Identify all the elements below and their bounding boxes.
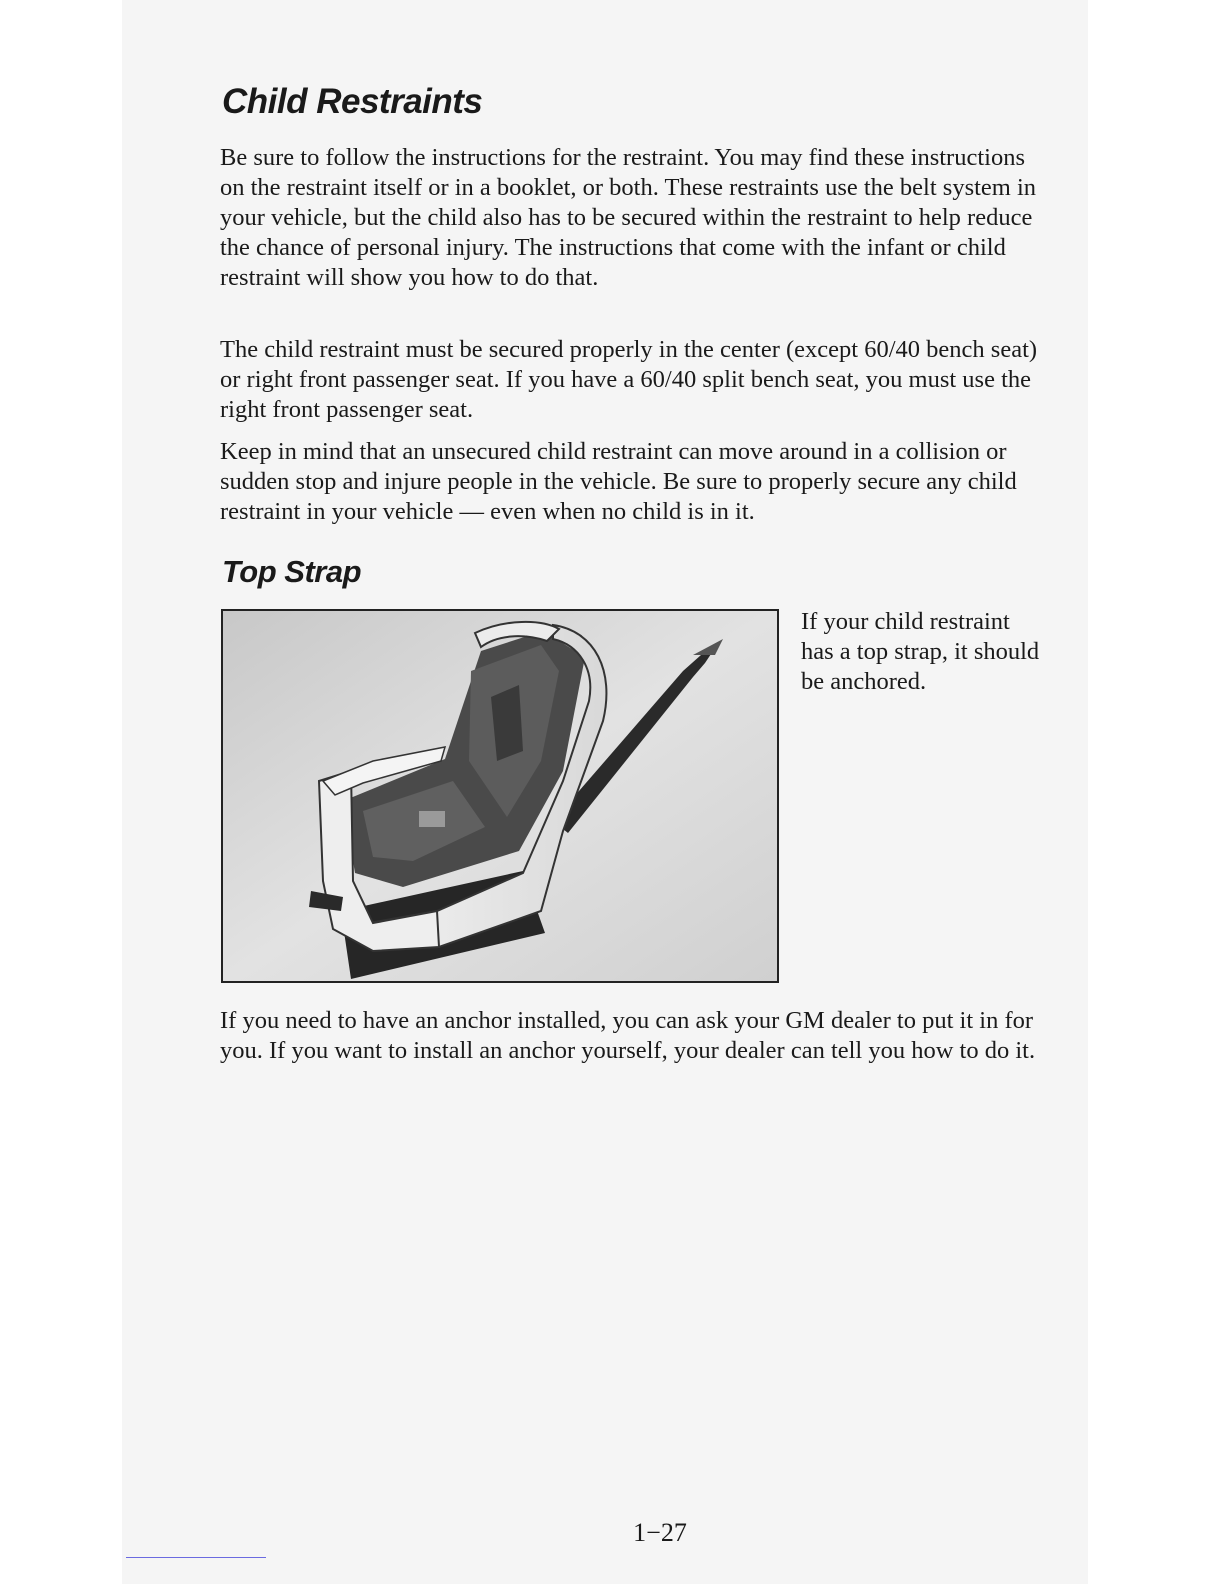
section-title: Child Restraints [222,82,483,121]
paragraph-anchor-install: If you need to have an anchor installed, you can ask your GM dealer to put it in for you. If you want to install an anchor yourself, your dealer can tell you how to do it. [220,1007,1036,1064]
figure-caption: If your child restraint has a top strap, it should be anchored. [801,608,1040,695]
child-seat-icon [223,611,777,981]
child-seat-illustration [221,609,779,983]
subsection-title: Top Strap [222,554,362,589]
page-number: 1−27 [633,1518,687,1547]
paragraph-unsecured-warning: Keep in mind that an unsecured child restraint can move around in a collision or sudden stop and injure people in the vehicle. Be sure to properly secure any child restraint in your vehicle — even when no child is in it. [220,438,1017,525]
paragraph-seat-position: The child restraint must be secured properly in the center (except 60/40 bench seat) or right front passenger seat. If you have a 60/40 split bench seat, you must use the right front passenger seat. [220,336,1038,423]
paragraph-instructions: Be sure to follow the instructions for the restraint. You may find these instructions on the restraint itself or in a booklet, or both. These restraints use the belt system in your vehicle, but the child also has to be secured within the restraint to help reduce the chance of personal injury. The instructions that come with the infant or child restraint will show you how to do that. [220,144,1037,291]
bottom-rule [126,1557,266,1558]
